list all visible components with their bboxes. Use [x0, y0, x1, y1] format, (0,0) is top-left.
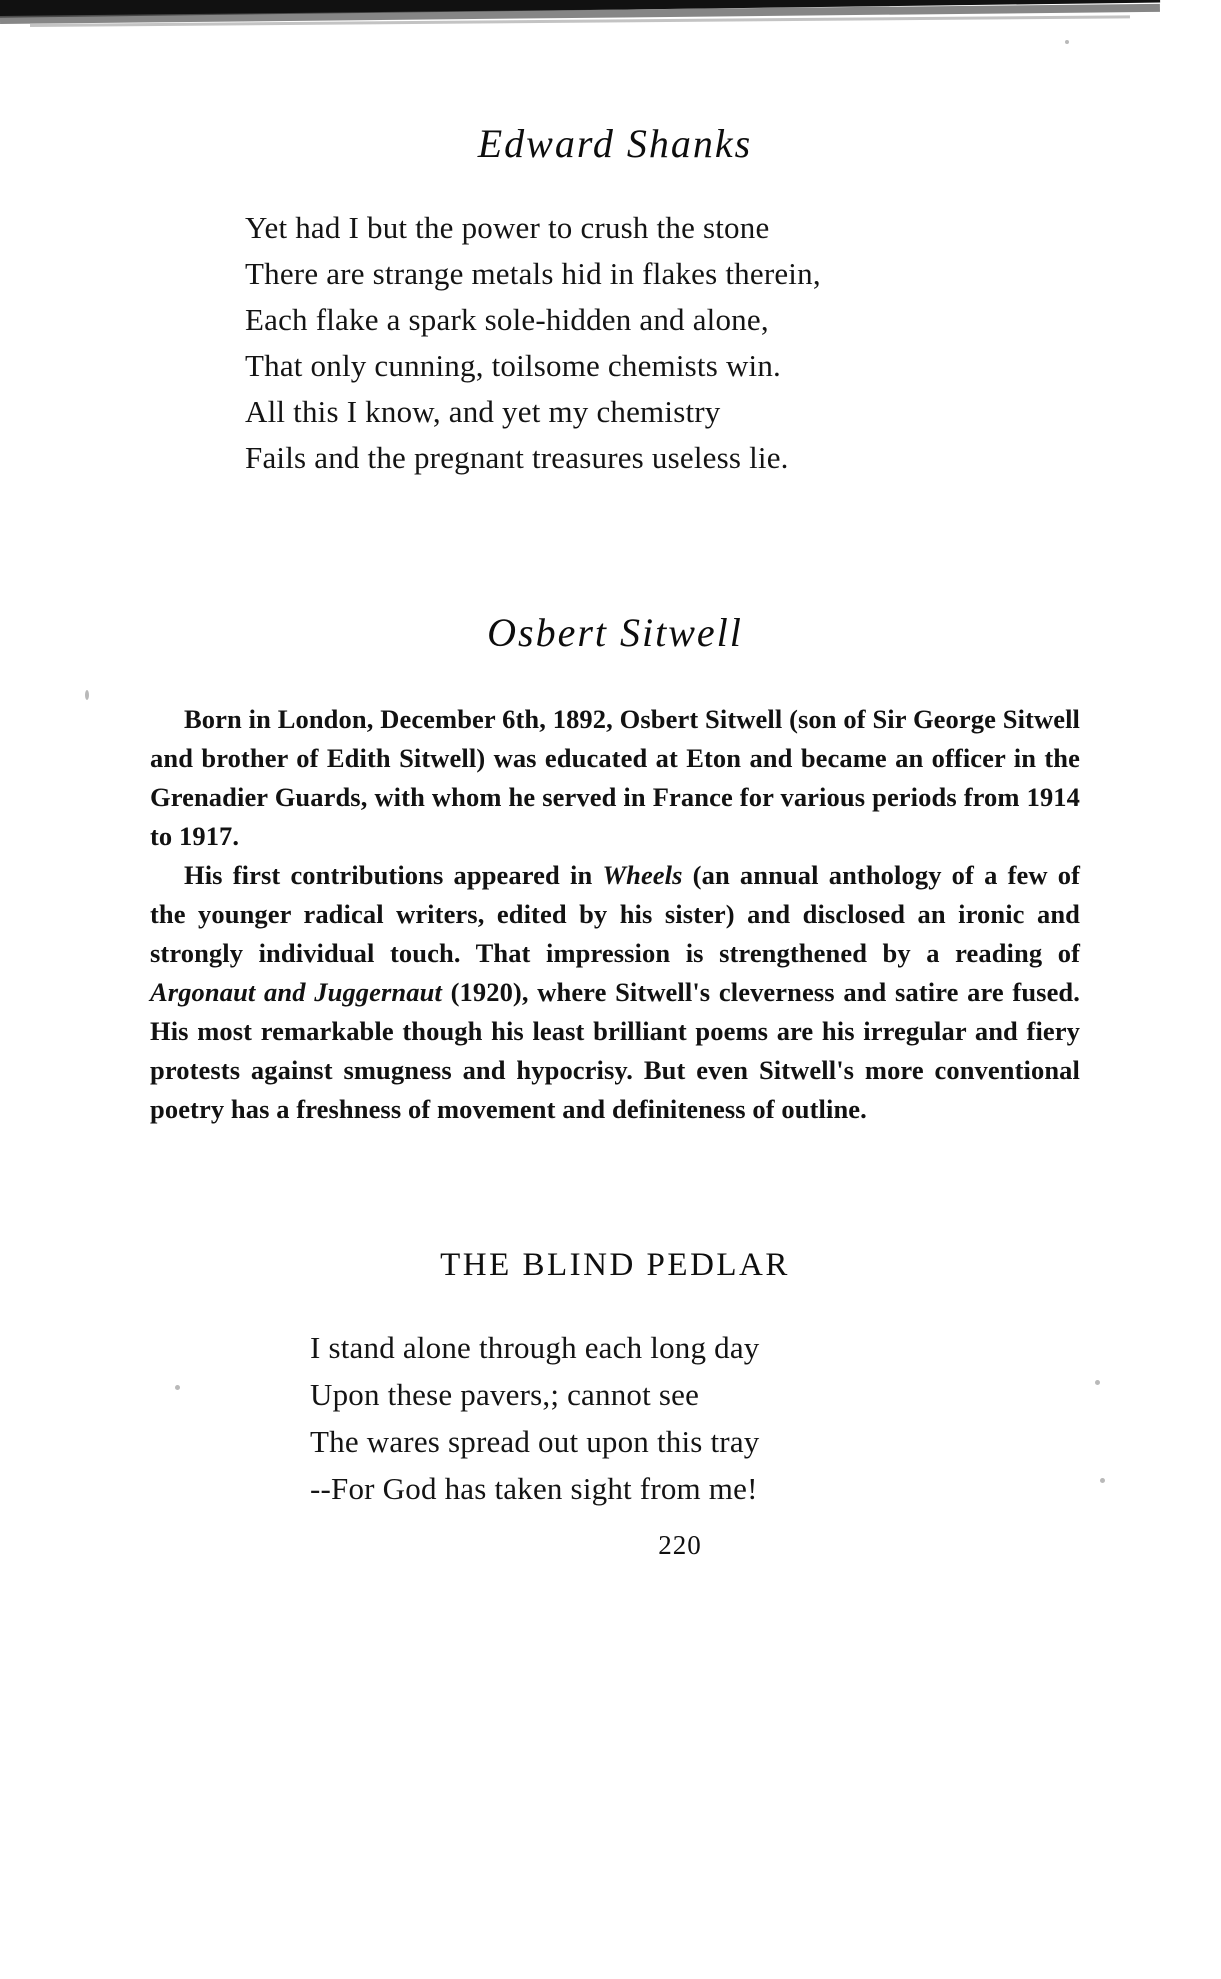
poem-line: Each flake a spark sole-hidden and alone, [245, 302, 769, 337]
poem-line: --For God has taken sight from me! [310, 1471, 758, 1506]
poem-excerpt-shanks [150, 205, 1080, 481]
poem-line: The wares spread out upon this tray [310, 1424, 760, 1459]
biography-paragraph-1: Born in London, December 6th, 1892, Osbert Sitwell (son of Sir George Sitwell and brother of Edith Sitwell) was educated at Eton and became an officer in the Grenadier Guards, with whom he served in France for various periods from 1914 to 1917. [150, 704, 1080, 851]
poem-line: There are strange metals hid in flakes therein, [245, 256, 821, 291]
poem-line: That only cunning, toilsome chemists win. [245, 348, 782, 383]
poem-line: Yet had I but the power to crush the stone [245, 210, 770, 245]
scan-speck [1065, 40, 1069, 44]
page-number: 220 [658, 1530, 702, 1560]
scan-artifact-light-band [30, 15, 1130, 27]
scan-speck [85, 690, 89, 700]
poem-line: I stand alone through each long day [310, 1330, 760, 1365]
poem-line: Upon these pavers,; cannot see [310, 1377, 700, 1412]
biography-paragraph-2 [150, 856, 1080, 1129]
work-title-wheels: Wheels [602, 860, 683, 890]
scan-artifact-dark-band [0, 0, 1160, 18]
work-title-argonaut-and-juggernaut: Argonaut and Juggernaut [150, 977, 442, 1007]
poem-excerpt-blind-pedlar [150, 1324, 1080, 1512]
scan-edge-artifact [0, 0, 1221, 46]
biography-run: (1920), where Sitwell's cleverness and satire are fused. His most remarkable though his least brilliant poems are his irregular and fiery protests against smugness and hypocrisy. But even Sitwell's more conventional poetry has a freshness of movement and definiteness of outline. [150, 977, 1080, 1124]
section-spacer [150, 481, 1080, 609]
poet-heading-osbert-sitwell: Osbert Sitwell [487, 610, 743, 655]
poem-line: All this I know, and yet my chemistry [245, 394, 721, 429]
poem-title-the-blind-pedlar: THE BLIND PEDLAR [440, 1247, 790, 1283]
scan-speck [1095, 1380, 1100, 1385]
page-content [150, 120, 1080, 1561]
scan-speck [1100, 1478, 1105, 1483]
biography-run: (an annual anthology of a few of the younger radical writers, edited by his sister) and disclosed an ironic and strongly individual touch. That impression is strengthened by a reading of [150, 860, 1081, 968]
biography-run: His first contributions appeared in [184, 860, 603, 890]
poet-heading-edward-shanks: Edward Shanks [477, 121, 753, 166]
poem-line: Fails and the pregnant treasures useless lie. [245, 440, 789, 475]
scan-artifact-gray-band [0, 4, 1160, 24]
biography-text [150, 700, 1080, 1129]
